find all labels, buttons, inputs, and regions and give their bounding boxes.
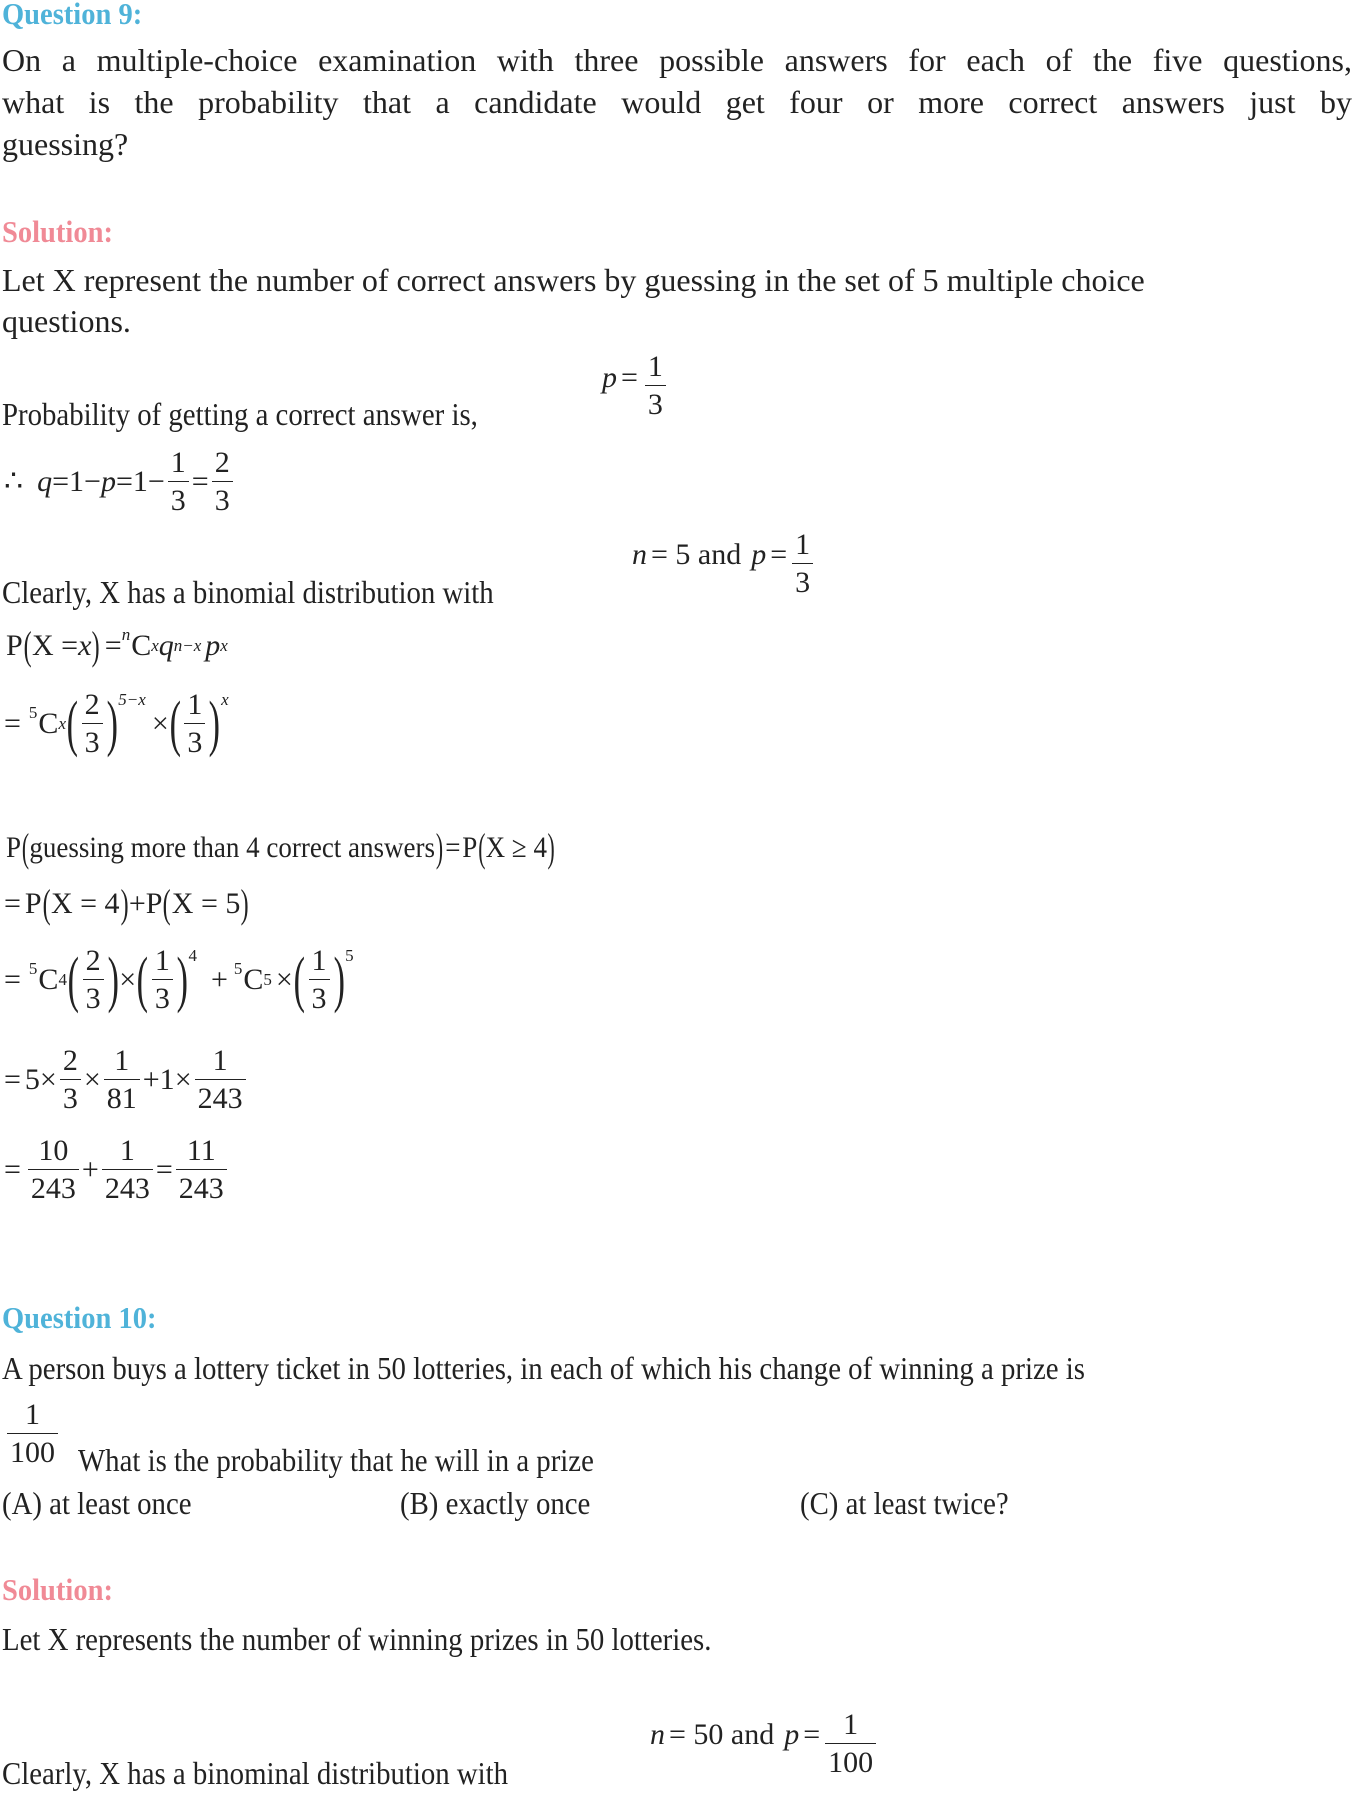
fraction-1-3 — [309, 946, 330, 1014]
equals-sign: = — [445, 831, 461, 864]
question-10-text-line-1: A person buys a lottery ticket in 50 lotteries, in each of which his change of winning a prize is — [2, 1350, 1085, 1386]
denominator: 3 — [212, 481, 233, 516]
left-paren: ( — [169, 690, 181, 758]
q-symbol: q — [37, 465, 53, 498]
n-and-p-values-q10 — [650, 1710, 879, 1778]
sum-line — [4, 881, 250, 926]
right-paren: ) — [241, 881, 250, 926]
left-paren: ( — [66, 690, 78, 758]
probability-statement: Probability of getting a correct answer is, — [2, 396, 478, 432]
p-symbol: p — [100, 465, 116, 498]
equals-sign: = — [4, 1153, 21, 1186]
denominator: 243 — [176, 1169, 227, 1204]
fraction-1-100 — [7, 1400, 58, 1468]
denominator: 3 — [83, 979, 104, 1014]
numerator: 1 — [311, 944, 327, 977]
times-sign: × — [174, 1063, 192, 1096]
equals-sign: = — [770, 538, 788, 571]
X-equals-4: X = 4 — [50, 887, 120, 920]
denominator: 243 — [28, 1169, 79, 1204]
n-superscript: n — [121, 624, 131, 644]
denominator: 3 — [168, 481, 189, 516]
fraction-2-3 — [82, 690, 103, 758]
plus-sign: + — [210, 963, 228, 996]
eq-one-minus: =1− — [52, 465, 101, 498]
solution-9-heading: Solution: — [2, 214, 113, 249]
pmf-formula: P ( X = x ) = n C x q n−x p x — [6, 623, 228, 668]
fraction-10-243 — [28, 1136, 79, 1204]
fraction-1-243 — [102, 1136, 153, 1204]
X-equals-5: X = 5 — [171, 887, 241, 920]
solution-9-intro-line-2: questions. — [2, 303, 131, 339]
times-sign: × — [39, 1063, 57, 1096]
P-symbol: P — [6, 629, 23, 662]
question-9-text-line-1: On a multiple-choice examination with three possible answers for each of the five questions, — [2, 42, 1352, 78]
numerator: 1 — [114, 1044, 130, 1077]
times-sign: × — [151, 707, 169, 740]
numerator: 2 — [214, 446, 230, 479]
numerator: 1 — [170, 446, 186, 479]
q-symbol: q — [158, 629, 174, 662]
expanded-terms-line: = 5 C 4 ( $\frac{2}{3}$ ) × ( $\frac{1}{3}$ ) $^4$ + 5 C 5 × ( $\frac{1}{3}$ ) $^5$ — [4, 944, 354, 1015]
right-paren: ) — [120, 881, 129, 926]
question-10-heading: Question 10: — [2, 1300, 157, 1335]
n-symbol: n — [650, 1718, 665, 1751]
solution-9-intro-line-1: Let X represent the number of correct answers by guessing in the set of 5 multiple choice — [2, 262, 1145, 298]
five: 5 — [24, 1063, 40, 1096]
left-paren: ( — [42, 881, 51, 926]
plus-sign: + — [128, 887, 146, 920]
numerator: 1 — [795, 528, 811, 561]
fraction-2-3 — [83, 946, 104, 1014]
final-result-line — [4, 1136, 230, 1204]
equals-sign: = — [155, 1153, 173, 1186]
fraction-1-243 — [195, 1046, 246, 1114]
five-superscript: 5 — [233, 958, 243, 978]
denominator: 3 — [645, 385, 666, 420]
times-sign: × — [119, 963, 137, 996]
fraction-2-3 — [60, 1046, 81, 1114]
right-paren: ) — [435, 825, 443, 870]
x-symbol: x — [78, 629, 92, 662]
p-symbol: p — [751, 538, 767, 571]
P-symbol: P — [462, 831, 478, 864]
solution-10-heading: Solution: — [2, 1572, 113, 1607]
plus-sign: + — [81, 1153, 99, 1186]
n-symbol: n — [632, 538, 647, 571]
question-10-text-line-2: What is the probability that he will in a prize — [78, 1442, 594, 1478]
P-symbol: P — [6, 831, 22, 864]
fraction-2-3 — [212, 448, 233, 516]
pmf-substituted: = 5 C x ( $\frac{2}{3}$ ) $^{5-x}$ × ( $\frac{1}{3}$ ) $^x$ — [4, 688, 229, 759]
equals-sign: = — [4, 887, 21, 920]
right-paren: ) — [107, 946, 119, 1014]
left-paren: ( — [293, 946, 305, 1014]
numerator: 1 — [843, 1708, 859, 1741]
right-paren: ) — [106, 690, 118, 758]
X-geq-4: X ≥ 4 — [485, 831, 548, 864]
question-9-text-line-3: guessing? — [2, 126, 129, 162]
denominator: 100 — [825, 1743, 876, 1778]
event-description: guessing more than 4 correct answers — [29, 831, 436, 864]
n-equals-50-and: = 50 and — [669, 1718, 775, 1751]
therefore-symbol: ∴ — [4, 465, 24, 498]
right-paren: ) — [209, 690, 221, 758]
left-paren: ( — [136, 946, 149, 1014]
numerator: 2 — [62, 1044, 78, 1077]
numerator: 2 — [85, 944, 101, 977]
denominator: 3 — [792, 563, 813, 598]
left-paren: ( — [23, 623, 32, 668]
numerator: 1 — [212, 1044, 228, 1077]
denominator: 243 — [102, 1169, 153, 1204]
numerator: 1 — [154, 944, 170, 977]
numerator: 1 — [119, 1134, 135, 1167]
numerator: 1 — [25, 1398, 40, 1431]
five-superscript: 5 — [28, 702, 38, 722]
p-equals-one-third — [602, 352, 669, 420]
C-symbol: C — [38, 963, 59, 996]
equals-sign: = — [4, 707, 21, 740]
fraction-1-100 — [825, 1710, 876, 1778]
n-equals-5-and: = 5 and — [651, 538, 742, 571]
numerator: 2 — [84, 688, 100, 721]
denominator: 3 — [184, 723, 205, 758]
denominator: 3 — [152, 979, 173, 1014]
solution-10-intro: Let X represents the number of winning prizes in 50 lotteries. — [2, 1621, 712, 1657]
right-paren: ) — [176, 946, 188, 1014]
right-paren: ) — [547, 825, 555, 870]
times-sign: × — [83, 1063, 101, 1096]
fraction-1-81 — [104, 1046, 140, 1114]
p-symbol: p — [602, 361, 617, 394]
left-paren: ( — [21, 825, 29, 870]
left-paren: ( — [477, 825, 486, 870]
P-symbol: P — [24, 887, 42, 920]
event-probability-line — [6, 825, 555, 870]
binominal-statement: Clearly, X has a binominal distribution with — [2, 1755, 509, 1791]
right-paren: ) — [333, 946, 345, 1014]
P-symbol: P — [145, 887, 163, 920]
plus-one: +1 — [142, 1063, 175, 1096]
eq-one-minus: =1− — [115, 465, 165, 498]
p-symbol: p — [205, 629, 221, 662]
fraction-1-3 — [645, 352, 666, 420]
numerator: 11 — [186, 1134, 216, 1167]
equals-sign: = — [4, 1063, 21, 1096]
X-equals: X = — [32, 629, 79, 662]
left-paren: ( — [67, 946, 79, 1014]
binomial-statement: Clearly, X has a binomial distribution with — [2, 574, 494, 610]
fraction-11-243 — [176, 1136, 227, 1204]
fraction-1-3 — [152, 946, 173, 1014]
equals-sign: = — [104, 629, 122, 662]
equals-sign: = — [803, 1718, 821, 1751]
n-and-p-values — [632, 530, 816, 598]
question-9-heading: Question 9: — [2, 0, 143, 31]
equals-sign: = — [191, 465, 209, 498]
question-9-text-line-2: what is the probability that a candidate would get four or more correct answers just by — [2, 84, 1352, 120]
C-symbol: C — [38, 707, 59, 740]
p-symbol: p — [784, 1718, 800, 1751]
numerator: 1 — [187, 688, 203, 721]
C-symbol: C — [243, 963, 264, 996]
option-a: (A) at least once — [2, 1485, 192, 1521]
fraction-1-3 — [168, 448, 189, 516]
numerator: 1 — [647, 350, 663, 383]
arithmetic-line — [4, 1046, 249, 1114]
denominator: 243 — [195, 1079, 246, 1114]
equals-sign: = — [621, 361, 638, 394]
option-c: (C) at least twice? — [800, 1485, 1009, 1521]
denominator: 3 — [309, 979, 330, 1014]
denominator: 3 — [82, 723, 103, 758]
denominator: 100 — [7, 1433, 58, 1468]
left-paren: ( — [163, 881, 172, 926]
equals-sign: = — [4, 963, 21, 996]
q-equation — [4, 448, 236, 516]
denominator: 81 — [104, 1079, 140, 1114]
right-paren: ) — [92, 623, 101, 668]
C-symbol: C — [131, 629, 152, 662]
denominator: 3 — [60, 1079, 81, 1114]
question-10-fraction-line — [4, 1400, 61, 1468]
fraction-1-3 — [184, 690, 205, 758]
option-b: (B) exactly once — [400, 1485, 591, 1521]
fraction-1-3 — [792, 530, 813, 598]
times-sign: × — [275, 963, 293, 996]
five-superscript: 5 — [28, 958, 38, 978]
numerator: 10 — [38, 1134, 69, 1167]
